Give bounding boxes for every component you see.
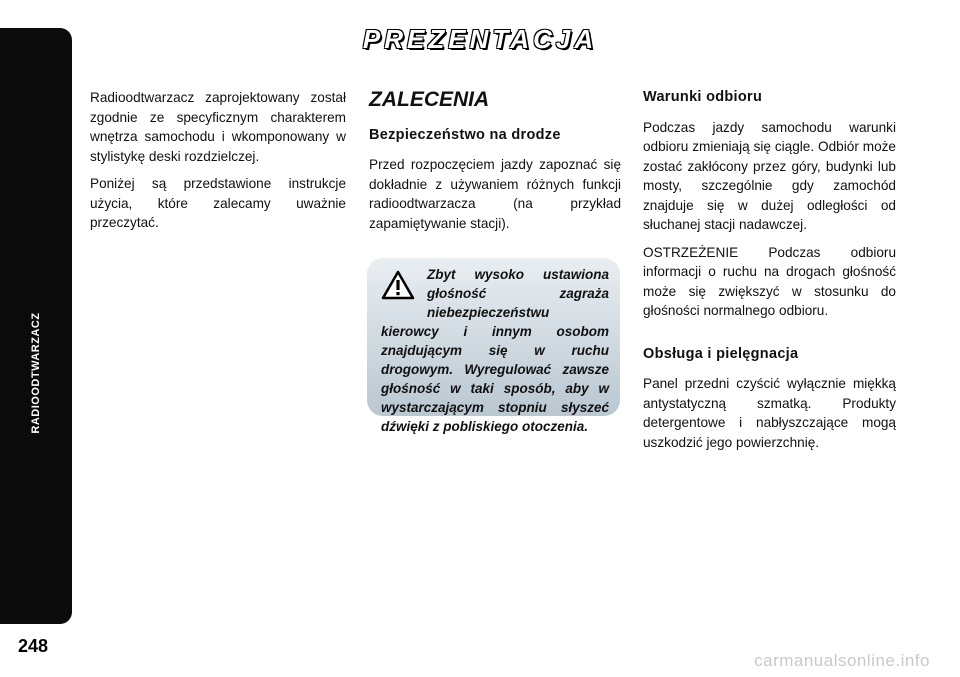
column-recommendations	[369, 88, 621, 241]
intro-paragraph-2: Poniżej są przedstawione instrukcje użycia, które zalecamy uważnie przeczytać.	[90, 176, 346, 230]
page-number: 248	[18, 636, 49, 656]
road-safety-paragraph: Przed rozpoczęciem jazdy zapoznać się dokładnie z używaniem różnych funkcji radioodtwarzacza (na przykład zapamiętywanie stacji).	[369, 157, 621, 231]
warning-text-container	[381, 265, 609, 436]
sidebar-tab	[0, 28, 72, 624]
warning-text: Zbyt wysoko ustawiona głośność zagraża niebezpieczeństwu kierowcy i innym osobom znajdującym się w ruchu drogowym. Wyregulować zawsze głośność w taki sposób, aby w wystarczającym stopniu słyszeć dźwięki z pobliskiego otoczenia.	[381, 267, 609, 434]
column-intro	[90, 88, 346, 241]
reception-paragraph-2: OSTRZEŻENIE Podczas odbioru informacji o ruchu na drogach głośność może się zwiększyć w stosunku do głośności normalnego odbioru.	[643, 244, 896, 318]
column-reception	[643, 88, 896, 460]
care-paragraph: Panel przedni czyścić wyłącznie miękką antystatyczną szmatką. Produkty detergentowe i nabłyszczające mogą uszkodzić jego powierzchnię.	[643, 376, 896, 450]
sidebar-label: RADIOODTWARZACZ	[30, 312, 42, 434]
warning-box	[367, 258, 620, 434]
watermark: carmanualsonline.info	[754, 651, 930, 670]
page-title: PREZENTACJA	[362, 24, 598, 54]
recommendations-heading: ZALECENIA	[369, 88, 490, 111]
reception-paragraph-1: Podczas jazdy samochodu warunki odbioru zmieniają się ciągle. Odbiór może zostać zakłócony przez góry, budynki lub mosty, szczególnie gdy zamochód znajduje się w dużej odległości od słuchanej stacji nadawczej.	[643, 119, 896, 232]
care-heading: Obsługa i pielęgnacja	[643, 345, 799, 362]
reception-heading: Warunki odbioru	[643, 89, 763, 105]
road-safety-heading: Bezpieczeństwo na drodze	[369, 126, 561, 143]
intro-paragraph-1: Radioodtwarzacz zaprojektowany został zgodnie ze specyficznym charakterem wnętrza samochodu i wkomponowany w stylistykę deski rozdzielczej.	[90, 90, 346, 164]
